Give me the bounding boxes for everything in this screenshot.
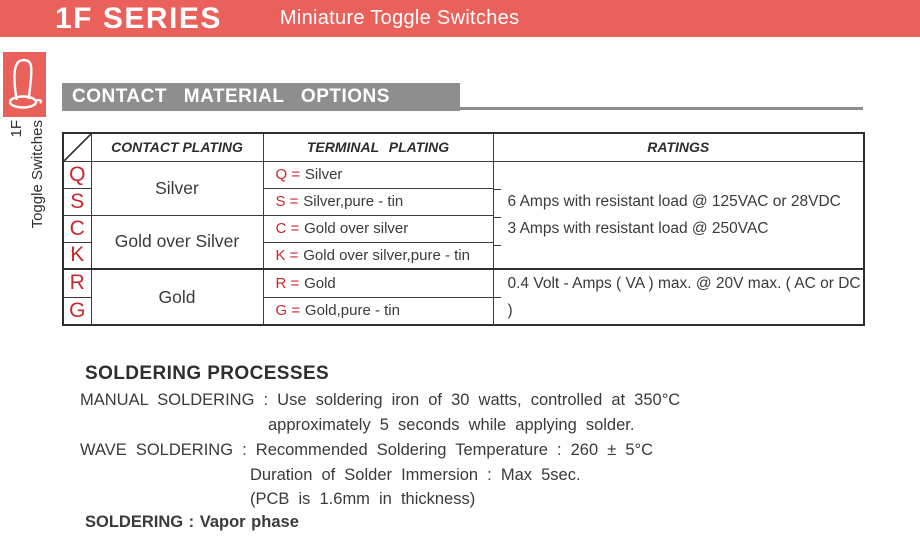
terminal-plating-cell <box>263 297 493 325</box>
terminal-code: Q = <box>275 166 301 183</box>
header-banner <box>0 0 920 37</box>
terminal-plating-cell <box>263 242 493 269</box>
border-stub <box>494 217 501 218</box>
vapor-phase-line: SOLDERING : Vapor phase <box>85 513 299 531</box>
header-terminal-plating: TERMINAL PLATING <box>263 133 493 161</box>
terminal-desc: Gold <box>304 274 336 292</box>
code-cell: K <box>63 242 91 269</box>
contact-plating-cell: Gold <box>91 269 263 325</box>
terminal-desc: Gold over silver,pure - tin <box>303 246 470 264</box>
table-corner-cell <box>63 133 91 161</box>
terminal-plating-cell <box>263 188 493 215</box>
code-cell: C <box>63 215 91 242</box>
code-cell: S <box>63 188 91 215</box>
header-contact-plating: CONTACT PLATING <box>91 133 263 161</box>
section-title: CONTACT MATERIAL OPTIONS <box>72 86 390 107</box>
rating-line: 6 Amps with resistant load @ 125VAC or 28VDC <box>507 192 841 210</box>
manual-soldering-line1: MANUAL SOLDERING : Use soldering iron of 30 watts, controlled at 350°C <box>80 391 681 409</box>
manual-soldering-line2: approximately 5 seconds while applying solder. <box>268 416 635 434</box>
wave-soldering-line2: Duration of Solder Immersion : Max 5sec. <box>250 466 581 484</box>
ratings-cell <box>493 161 864 269</box>
terminal-desc: Gold over silver <box>304 220 409 237</box>
wave-soldering-line3: (PCB is 1.6mm in thickness) <box>250 490 476 508</box>
contact-plating-cell: Silver <box>91 161 263 215</box>
wave-soldering-line1: WAVE SOLDERING : Recommended Soldering Temperature : 260 ± 5°C <box>80 441 654 459</box>
terminal-code: C = <box>275 220 300 237</box>
terminal-desc: Gold,pure - tin <box>304 302 400 320</box>
code-cell: G <box>63 297 91 325</box>
section-title-bar <box>62 83 460 111</box>
terminal-code: R = <box>275 274 300 292</box>
header-ratings: RATINGS <box>493 133 864 161</box>
table-row <box>63 161 864 188</box>
sidebar-series-label: 1F <box>8 120 25 138</box>
sidebar-vertical-label <box>6 120 50 238</box>
border-stub <box>494 297 501 298</box>
table-row <box>63 269 864 297</box>
page-title: 1F SERIES <box>55 1 222 35</box>
rating-line: 0.4 Volt - Amps ( VA ) max. @ 20V max. ( AC or DC ) <box>507 275 861 319</box>
terminal-plating-cell <box>263 215 493 242</box>
terminal-plating-cell <box>263 161 493 188</box>
border-stub <box>494 245 501 246</box>
contact-material-table <box>62 132 865 326</box>
toggle-switch-icon <box>3 52 46 117</box>
sidebar-category-label: Toggle Switches <box>29 120 46 229</box>
terminal-code: G = <box>275 302 301 320</box>
terminal-code: K = <box>275 246 299 264</box>
section-underline <box>460 107 863 110</box>
code-cell: Q <box>63 161 91 188</box>
code-cell: R <box>63 269 91 297</box>
terminal-desc: Silver,pure - tin <box>303 193 404 210</box>
terminal-plating-cell <box>263 269 493 297</box>
rating-line: 3 Amps with resistant load @ 250VAC <box>507 219 769 237</box>
page-subtitle: Miniature Toggle Switches <box>279 7 520 29</box>
border-stub <box>494 189 501 190</box>
soldering-heading: SOLDERING PROCESSES <box>85 363 330 384</box>
terminal-desc: Silver <box>304 166 343 183</box>
terminal-code: S = <box>275 193 299 210</box>
contact-plating-cell: Gold over Silver <box>91 215 263 269</box>
ratings-cell <box>493 269 864 325</box>
